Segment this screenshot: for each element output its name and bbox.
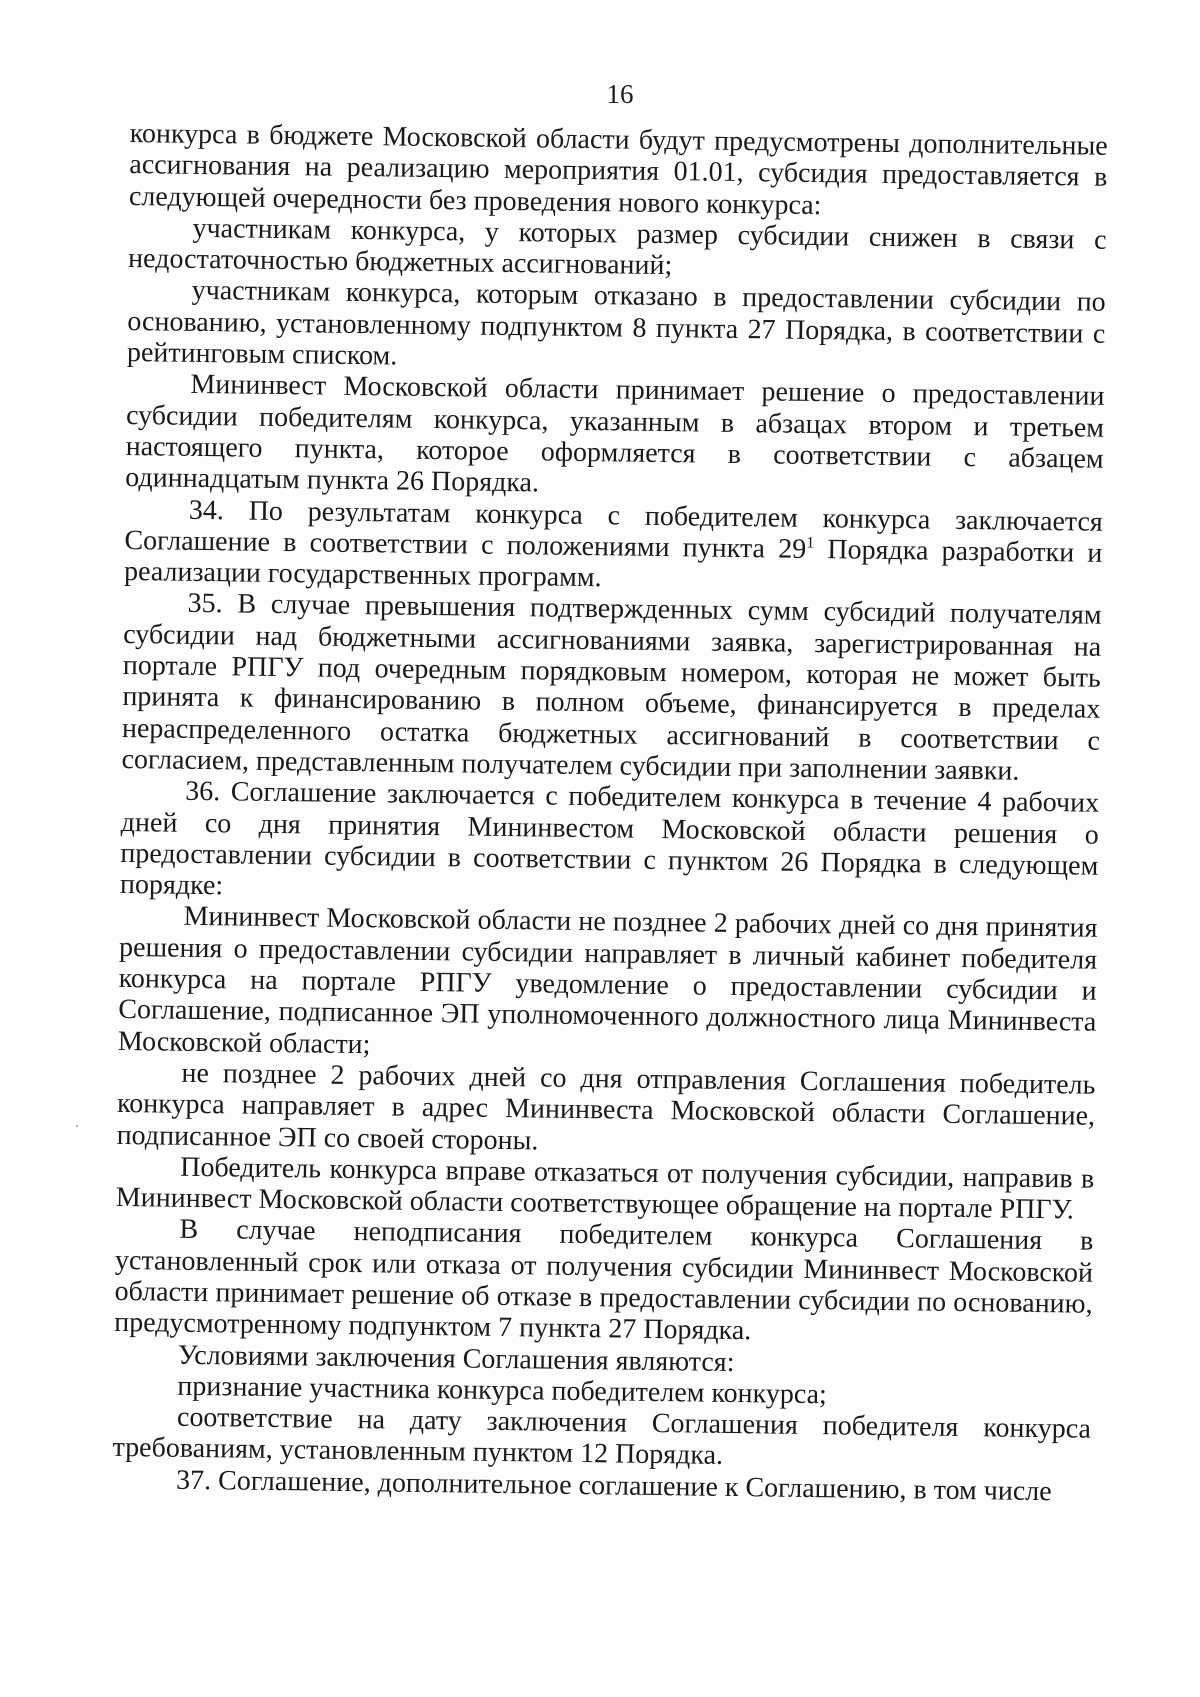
paragraph: участникам конкурса, у которых размер субсидии снижен в связи с недостаточностью бюджетных ассигнований; [127, 212, 1107, 282]
paragraph: Победитель конкурса вправе отказаться от получения субсидии, направив в Мининвест Московской области соответствующее обращение на портале РПГУ. [115, 1151, 1095, 1226]
paragraph: участникам конкурса, которым отказано в предоставлении субсидии по основанию, установленному подпунктом 8 пункта 27 Порядка, в соответствии с рейтинговым списком. [126, 275, 1106, 372]
superscript: 1 [806, 534, 815, 552]
paragraph-item-34 [124, 494, 1103, 601]
paragraph: конкурса в бюджете Московской области будут предусмотрены дополнительные ассигнования на реализацию мероприятия 01.01, субсидия предоставляется в следующей очередности без проведения нового конкурса: [128, 118, 1108, 221]
paragraph: соответствие на дату заключения Соглашения победителя конкурса требованиям, установленным пунктом 12 Порядка. [112, 1401, 1092, 1472]
page-number: 16 [606, 79, 634, 109]
paragraph-item-37: 37. Соглашение, дополнительное соглашение к Соглашению, в том числе [175, 1464, 1052, 1507]
paragraph-item-35: 35. В случае превышения подтвержденных сумм субсидий получателям субсидии над бюджетными ассигнованиями заявка, зарегистрированная на портале РПГУ под очередным порядковым номером, которая не может быть принята к финансированию в полном объеме, финансируется в пределах нераспределенного остатка бюджетных ассигнований в соответствии с согласием, представленным получателем субсидии при заполнении заявки. [121, 588, 1102, 787]
scan-speck [76, 1125, 78, 1127]
paragraph: Условиями заключения Соглашения являются: [177, 1339, 735, 1378]
paragraph-text: Порядка разработки и реализации государственных программ. [123, 533, 1103, 594]
paragraph: Мининвест Московской области принимает решение о предоставлении субсидии победителям конкурса, указанным в абзацах втором и третьем настоящего пункта, которое оформляется в соответствии с абзацем одиннадцатым пункта 26 Порядка. [125, 369, 1105, 499]
document-body [112, 118, 1108, 1508]
paragraph: Мининвест Московской области не позднее 2 рабочих дней со дня принятия решения о предоставлении субсидии направляет в личный кабинет победителя конкурса на портале РПГУ уведомление о предоставлении субсидии и Соглашение, подписанное ЭП уполномоченного должностного лица Мининвеста Московской области; [117, 901, 1098, 1060]
paragraph: не позднее 2 рабочих дней со дня отправления Соглашения победитель конкурса направляет в адрес Мининвеста Московской области Соглашение, подписанное ЭП со своей стороны. [116, 1057, 1096, 1156]
paragraph-text: 34. По результатам конкурса с победителем конкурса заключается Соглашение в соответствии с положениями пункта 29 [124, 494, 1104, 565]
paragraph: В случае неподписания победителем конкурса Соглашения в установленный срок или отказа от получения субсидии Мининвест Московской области принимает решение об отказе в предоставлении субсидии по основанию, предусмотренному подпунктом 7 пункта 27 Порядка. [114, 1214, 1094, 1347]
paragraph-item-36: 36. Соглашение заключается с победителем конкурса в течение 4 рабочих дней со дня принятия Мининвестом Московской области решения о предоставлении субсидии в соответствии с пунктом 26 Порядка в следующем порядке: [119, 776, 1100, 902]
paragraph: признание участника конкурса победителем конкурса; [177, 1370, 828, 1411]
